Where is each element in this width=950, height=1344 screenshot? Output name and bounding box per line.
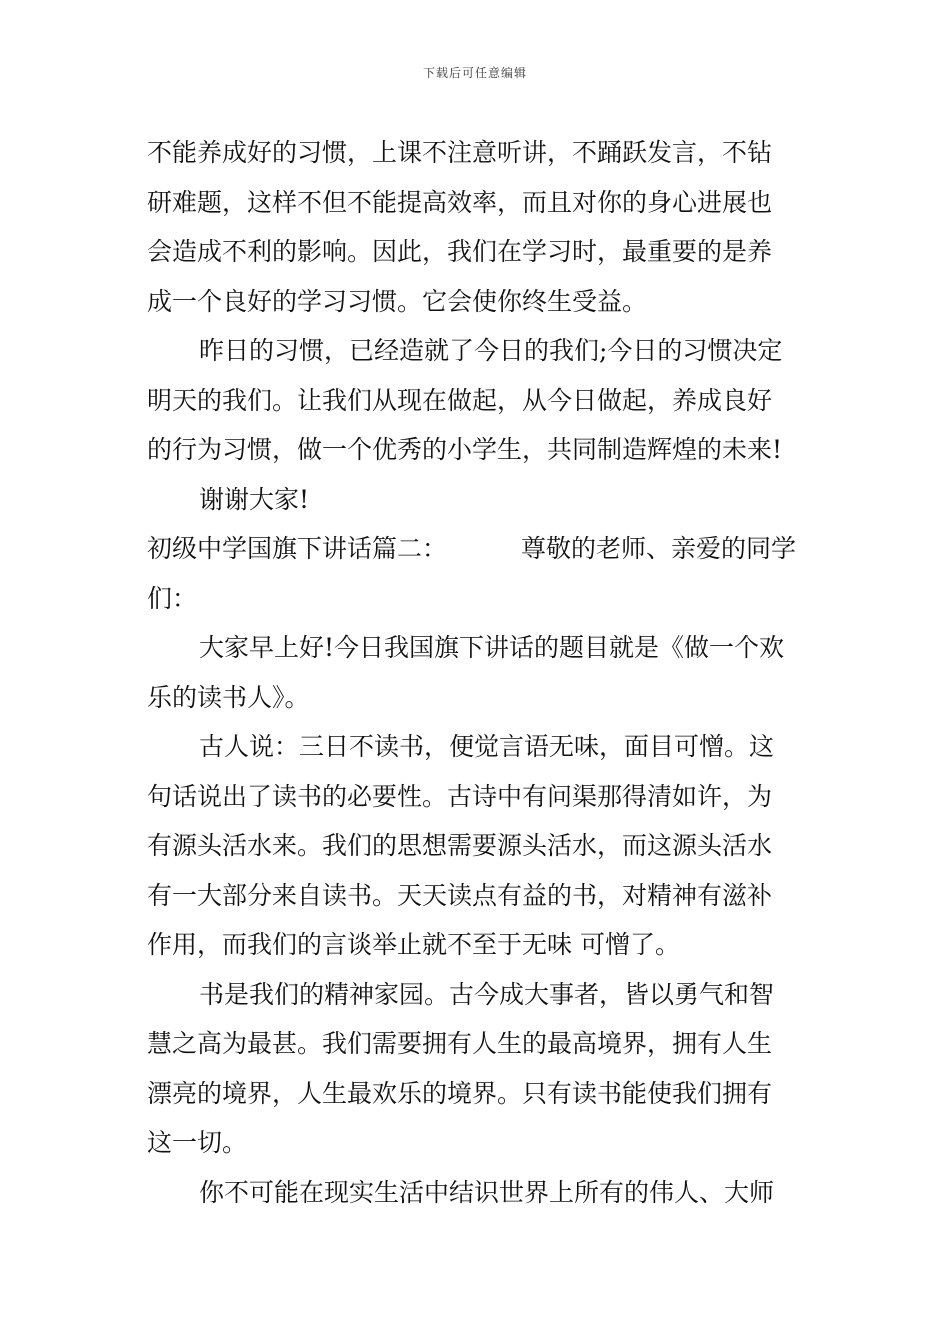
salutation: 尊敬的老师、亲爱的同学 bbox=[521, 534, 797, 563]
text-line: 的行为习惯，做一个优秀的小学生，共同制造辉煌的未来! bbox=[147, 435, 783, 464]
text-line: 作用，而我们的言谈举止就不至于无味 可憎了。 bbox=[147, 930, 680, 959]
page-header: 下载后可任意编辑 bbox=[422, 66, 527, 80]
section-heading-line bbox=[147, 524, 807, 574]
text-line: 会造成不利的影响。因此，我们在学习时，最重要的是养 bbox=[147, 237, 773, 266]
text-line: 谢谢大家! bbox=[199, 484, 310, 514]
text-line: 有源头活水来。我们的思想需要源头活水，而这源头活水 bbox=[147, 831, 773, 860]
text-line: 大家早上好!今日我国旗下讲话的题目就是《做一个欢 bbox=[199, 633, 785, 662]
text-line: 漂亮的境界，人生最欢乐的境界。只有读书能使我们拥有 bbox=[147, 1078, 773, 1108]
text-line: 句话说出了读书的必要性。古诗中有问渠那得清如许，为 bbox=[147, 781, 773, 811]
text-line: 昨日的习惯，已经造就了今日的我们;今日的习惯决定 bbox=[199, 336, 783, 365]
section-heading: 初级中学国旗下讲话篇二： bbox=[147, 534, 448, 563]
text-line: 古人说：三日不读书，便觉言语无味，面目可憎。这 bbox=[199, 732, 775, 761]
text-line: 成一个良好的学习习惯。它会使你终生受益。 bbox=[147, 286, 648, 316]
text-line: 有一大部分来自读书。天天读点有益的书，对精神有滋补 bbox=[147, 880, 773, 910]
text-line: 书是我们的精神家园。古今成大事者，皆以勇气和智 bbox=[199, 979, 775, 1009]
text-line: 们： bbox=[147, 583, 198, 613]
text-line: 乐的读书人》。 bbox=[147, 682, 310, 712]
text-line: 慧之高为最甚。我们需要拥有人生的最高境界，拥有人生 bbox=[147, 1029, 773, 1058]
text-line: 明天的我们。让我们从现在做起，从今日做起，养成良好 bbox=[147, 385, 773, 415]
text-line: 这一切。 bbox=[147, 1128, 248, 1157]
text-line: 你不可能在现实生活中结识世界上所有的伟人、大师 bbox=[199, 1177, 775, 1207]
document-body bbox=[147, 128, 807, 1217]
text-line: 不能养成好的习惯，上课不注意听讲，不踊跃发言，不钻 bbox=[147, 138, 773, 167]
text-line: 研难题，这样不但不能提高效率，而且对你的身心进展也 bbox=[147, 187, 773, 217]
